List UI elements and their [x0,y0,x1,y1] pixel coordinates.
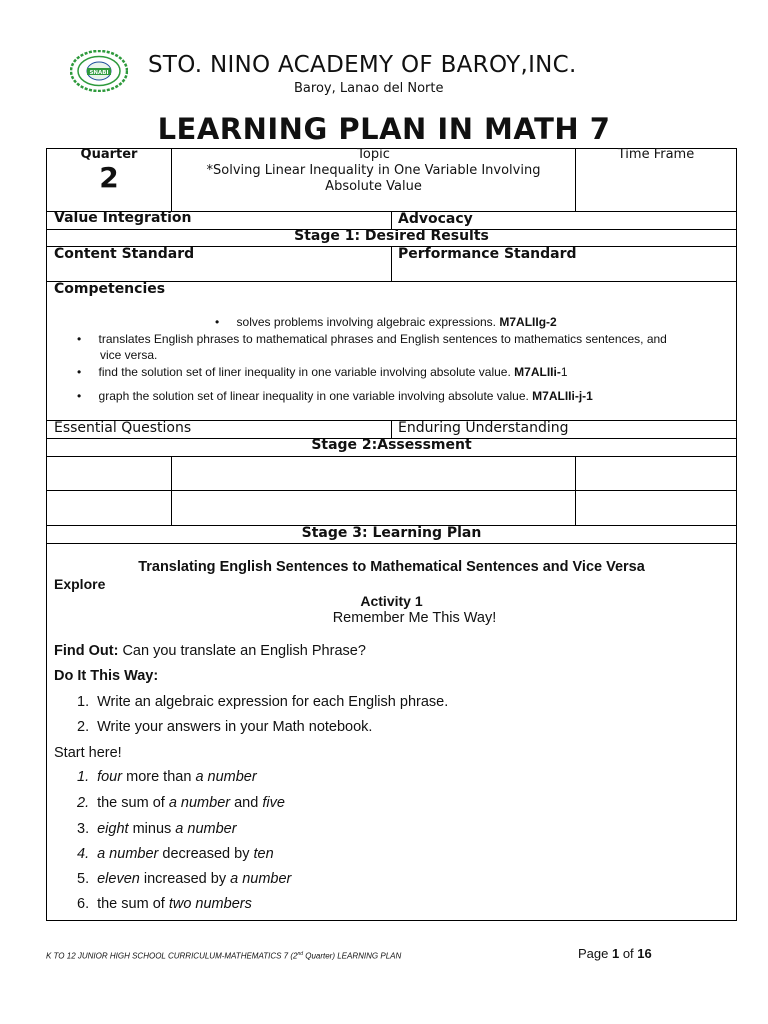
enduring-understanding-label: Enduring Understanding [398,420,569,436]
school-logo [70,50,128,92]
topic-line-2: Absolute Value [325,179,422,194]
activity-title: Activity 1 [360,593,423,609]
exercise-item: 6. the sum of two numbers [77,896,252,912]
school-address: Baroy, Lanao del Norte [294,81,444,96]
topic-label: Topic [357,147,390,162]
competency-code-tail: 1 [560,365,568,379]
competency-text: translates English phrases to mathematical phrases and English sentences to mathematics sentences, and [98,332,667,346]
competency-code: M7ALIIi-j-1 [532,389,593,403]
competency-item: • translates English phrases to mathematical phrases and English sentences to mathematics sentences, and [77,332,667,346]
step-item: 2. Write your answers in your Math notebook. [77,719,373,735]
school-name: STO. NINO ACADEMY OF BAROY,INC. [148,52,577,78]
quarter-value: 2 [99,161,119,194]
advocacy-label: Advocacy [398,211,473,227]
stage1-heading: Stage 1: Desired Results [294,228,489,244]
exercise-item: 1. four more than a number [77,769,257,785]
essential-questions-label: Essential Questions [54,420,192,436]
exercise-item: 4. a number decreased by ten [77,846,274,862]
competency-item: • graph the solution set of linear inequality in one variable involving absolute value. M7ALIIi-j-1 [77,389,593,403]
find-out-text: Can you translate an English Phrase? [122,643,366,659]
competencies-label: Competencies [54,281,166,297]
do-it-label: Do It This Way: [54,668,159,684]
lesson-heading: Translating English Sentences to Mathematical Sentences and Vice Versa [138,559,645,575]
competency-item: • find the solution set of liner inequality in one variable involving absolute value. M7ALIIi-1 [77,365,568,379]
start-here: Start here! [54,745,122,761]
explore-label: Explore [54,576,106,592]
competency-text: graph the solution set of linear inequality in one variable involving absolute value. [98,389,529,403]
stage3-heading: Stage 3: Learning Plan [301,525,482,541]
value-integration-label: Value Integration [54,210,192,226]
performance-standard-label: Performance Standard [398,246,577,262]
logo-text: SNABI [89,70,109,76]
quarter-label: Quarter [80,147,138,162]
exercise-item: 5. eleven increased by a number [77,871,292,887]
content-standard-label: Content Standard [54,246,195,262]
competency-item: • solves problems involving algebraic expressions. M7ALIIg-2 [215,315,557,329]
competency-code: M7ALIIg-2 [499,315,557,329]
stage2-heading: Stage 2:Assessment [311,437,472,453]
competency-text: solves problems involving algebraic expressions. [236,315,497,329]
exercise-item: 3. eight minus a number [77,821,237,837]
activity-subtitle: Remember Me This Way! [332,610,497,626]
footer-page-number: Page 1 of 16 [578,946,652,961]
exercise-item: 2. the sum of a number and five [77,795,285,811]
step-text: Write an algebraic expression for each English phrase. [97,694,449,710]
competency-code: M7ALIIi- [514,365,561,379]
find-out [54,643,366,659]
step-text: Write your answers in your Math notebook. [97,719,373,735]
footer-curriculum: K TO 12 JUNIOR HIGH SCHOOL CURRICULUM-MATHEMATICS 7 (2nd Quarter) LEARNING PLAN [46,951,402,961]
topic-line-1: *Solving Linear Inequality in One Variable Involving [206,163,541,178]
time-frame-label: Time Frame [617,147,695,162]
step-item: 1. Write an algebraic expression for each English phrase. [77,694,449,710]
document-title: LEARNING PLAN IN MATH 7 [157,112,611,146]
find-out-label: Find Out: [54,643,119,659]
competency-text: find the solution set of liner inequality in one variable involving absolute value. [98,365,511,379]
competency-item-continuation: vice versa. [100,348,158,362]
